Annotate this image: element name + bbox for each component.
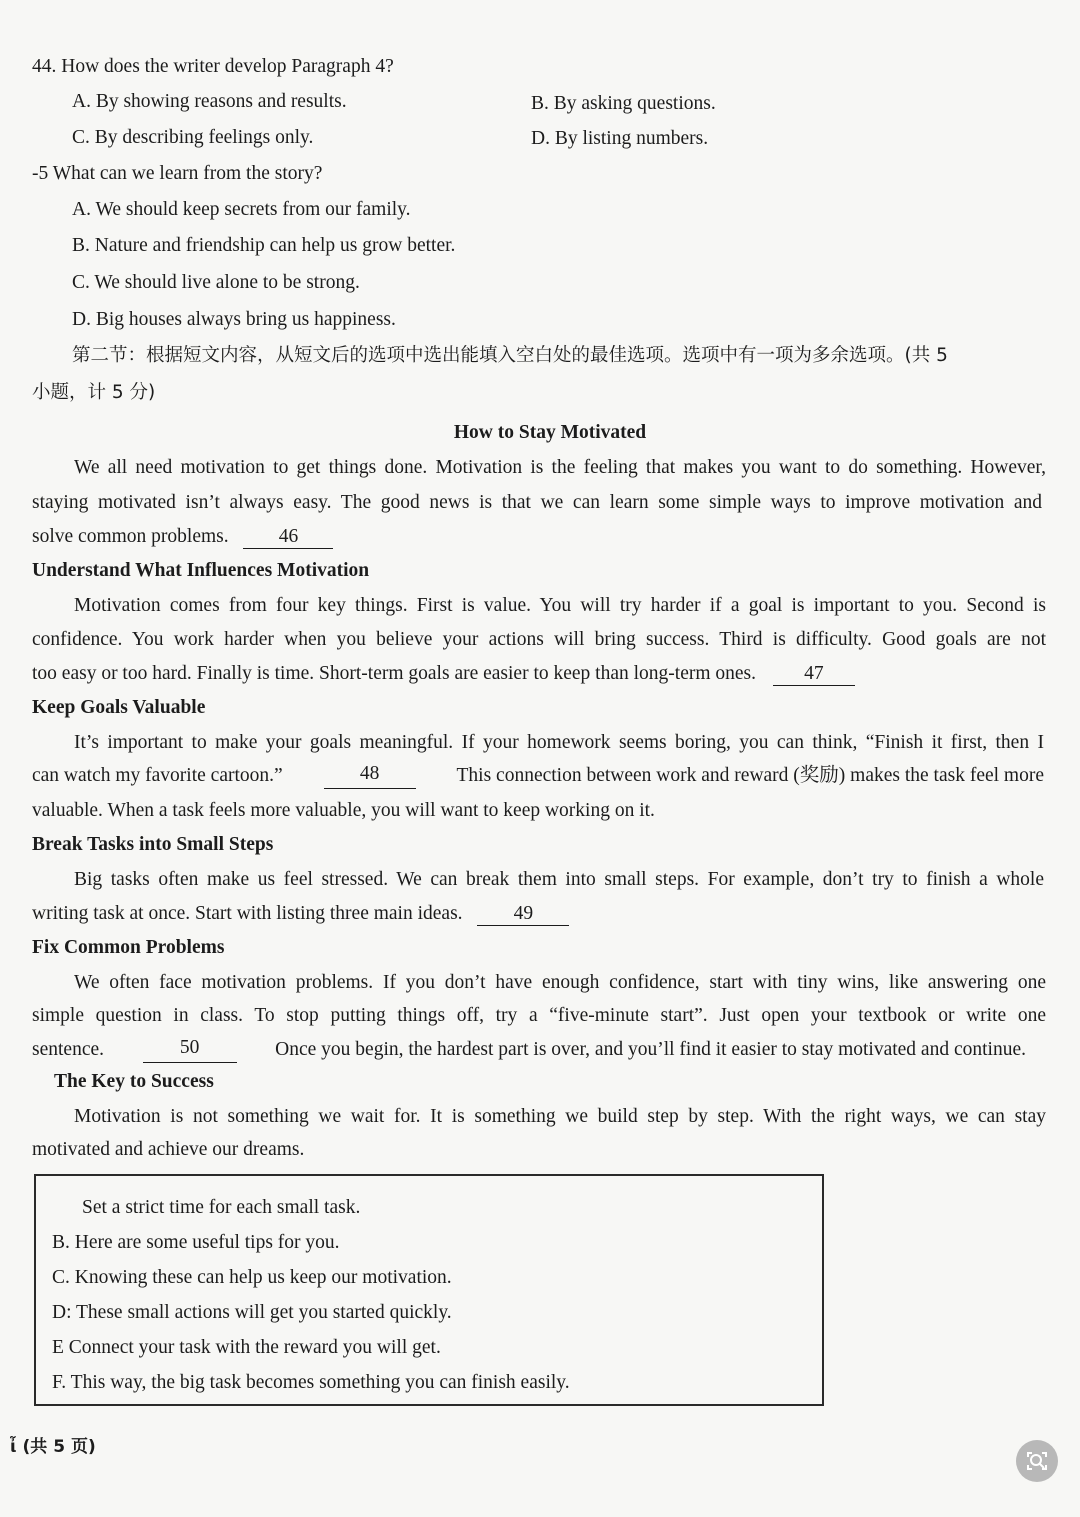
blank-49[interactable]: 49 bbox=[477, 903, 569, 926]
q44-option-d: D. By listing numbers. bbox=[531, 128, 709, 149]
p4-line2: simple question in class. To stop putting things off, try a “five-minute start”. Just open your textbook or write one bbox=[32, 1005, 1046, 1026]
q45-option-b: B. Nature and friendship can help us grow better. bbox=[72, 235, 456, 256]
p3-line1: Big tasks often make us feel stressed. We can break them into small steps. For example, don’t try to finish a whole bbox=[74, 869, 1044, 890]
blank-47[interactable]: 47 bbox=[773, 663, 855, 686]
intro-line1: We all need motivation to get things done. Motivation is the feeling that makes you want to do something. However, bbox=[74, 457, 1046, 478]
q44-option-c: C. By describing feelings only. bbox=[72, 127, 314, 148]
p3-line2 bbox=[32, 901, 569, 927]
heading-valuable: Keep Goals Valuable bbox=[32, 697, 206, 718]
p4-line3 bbox=[32, 1037, 1026, 1063]
p4-line3-text-a: sentence. bbox=[32, 1039, 105, 1060]
heading-key-to-success: The Key to Success bbox=[54, 1071, 214, 1092]
q45-stem: -5 What can we learn from the story? bbox=[32, 163, 323, 184]
p5-line1: Motivation is not something we wait for. It is something we build step by step. With the right ways, we can stay bbox=[74, 1106, 1046, 1127]
passage-title: How to Stay Motivated bbox=[453, 422, 647, 443]
p2-line3: valuable. When a task feels more valuable, you will want to keep working on it. bbox=[32, 800, 655, 821]
p1-line2: confidence. You work harder when you believe your actions will bring success. Third is difficulty. Good goals are not bbox=[32, 629, 1046, 650]
p2-line1: It’s important to make your goals meaningful. If your homework seems boring, you can think, “Finish it first, then I bbox=[74, 732, 1044, 753]
p1-line3-text: too easy or too hard. Finally is time. Short-term goals are easier to keep than long-term ones. bbox=[32, 663, 757, 684]
q45-option-d: D. Big houses always bring us happiness. bbox=[72, 309, 396, 330]
intro-line3-text: solve common problems. bbox=[32, 526, 229, 547]
p2-line2-text-a: can watch my favorite cartoon.” bbox=[32, 765, 283, 786]
p4-line1: We often face motivation problems. If you don’t have enough confidence, start with tiny wins, like answering one bbox=[74, 972, 1046, 993]
q44-stem: 44. How does the writer develop Paragraph 4? bbox=[32, 56, 394, 77]
blank-50[interactable]: 50 bbox=[143, 1037, 237, 1063]
option-b: B. Here are some useful tips for you. bbox=[52, 1232, 340, 1253]
section-instruction-line2: 小题，计 5 分) bbox=[32, 382, 156, 403]
heading-influences: Understand What Influences Motivation bbox=[32, 560, 370, 581]
page-footer: ἶ (共 5 页) bbox=[10, 1437, 96, 1457]
option-a: Set a strict time for each small task. bbox=[82, 1197, 361, 1218]
p5-line2: motivated and achieve our dreams. bbox=[32, 1139, 305, 1160]
heading-common-problems: Fix Common Problems bbox=[32, 937, 225, 958]
q45-option-a: A. We should keep secrets from our family. bbox=[72, 199, 411, 220]
heading-small-steps: Break Tasks into Small Steps bbox=[32, 834, 274, 855]
image-search-icon bbox=[1016, 1440, 1058, 1482]
option-f: F. This way, the big task becomes something you can finish easily. bbox=[52, 1372, 570, 1393]
p2-line2 bbox=[32, 763, 1044, 789]
blank-46[interactable]: 46 bbox=[243, 526, 333, 549]
intro-line3 bbox=[32, 524, 333, 550]
p3-line2-text: writing task at once. Start with listing three main ideas. bbox=[32, 903, 463, 924]
section-instruction-line1: 第二节：根据短文内容，从短文后的选项中选出能填入空白处的最佳选项。选项中有一项为多余选项。(共 5 bbox=[72, 345, 948, 366]
option-d: D: These small actions will get you started quickly. bbox=[52, 1302, 452, 1323]
image-search-button[interactable] bbox=[1016, 1440, 1058, 1482]
p2-line2-text-b: This connection between work and reward (奖励) makes the task feel more bbox=[456, 765, 1044, 786]
q45-option-c: C. We should live alone to be strong. bbox=[72, 272, 360, 293]
q44-option-a: A. By showing reasons and results. bbox=[72, 91, 347, 112]
option-e: E Connect your task with the reward you will get. bbox=[52, 1337, 441, 1358]
blank-48[interactable]: 48 bbox=[324, 763, 416, 789]
q44-option-b: B. By asking questions. bbox=[531, 93, 716, 114]
p1-line1: Motivation comes from four key things. First is value. You will try harder if a goal is important to you. Second is bbox=[74, 595, 1046, 616]
intro-line2: staying motivated isn’t always easy. The good news is that we can learn some simple ways to improve motivation and bbox=[32, 492, 1042, 513]
p4-line3-text-b: Once you begin, the hardest part is over, and you’ll find it easier to stay motivated and continue. bbox=[275, 1039, 1026, 1060]
option-c: C. Knowing these can help us keep our motivation. bbox=[52, 1267, 452, 1288]
p1-line3 bbox=[32, 661, 855, 687]
